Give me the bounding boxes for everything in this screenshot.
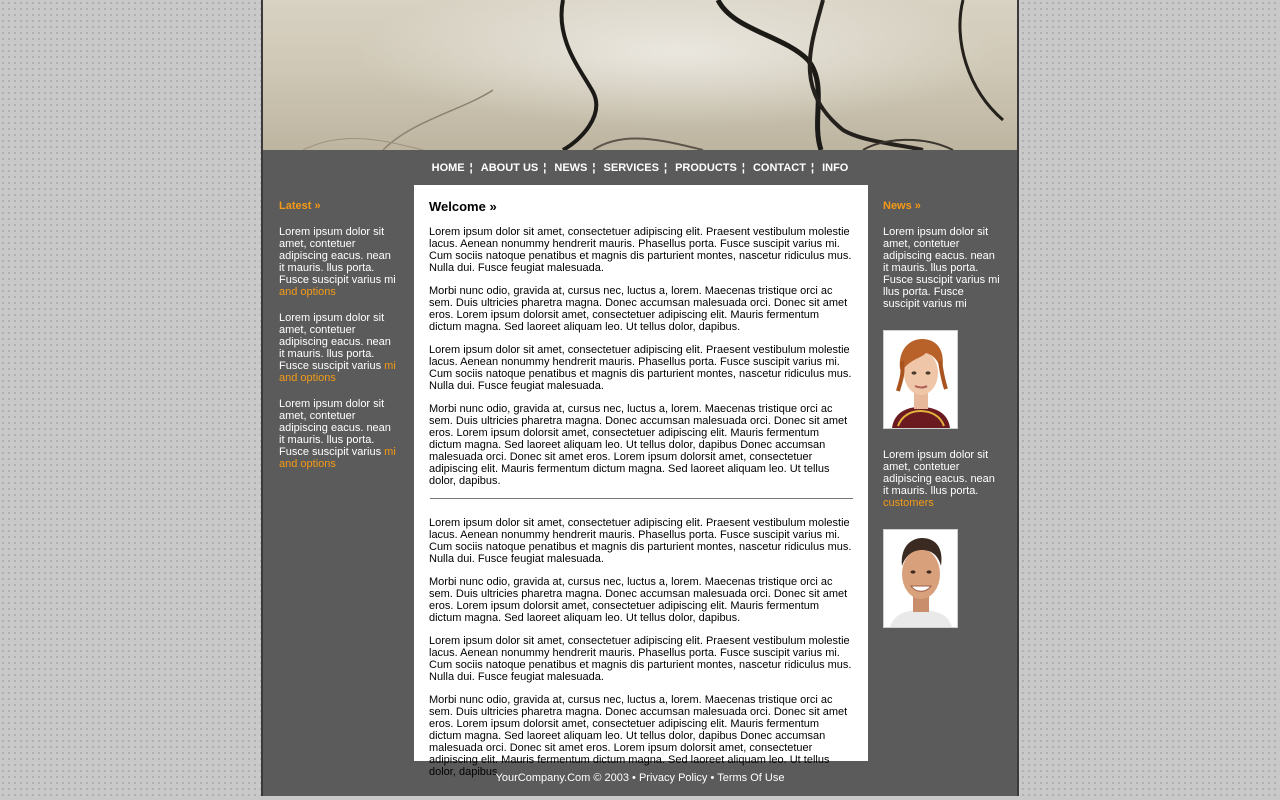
nav-separator: ¦ [741,162,745,174]
latest-item-link[interactable]: and options [279,286,336,298]
footer-copyright: YourCompany.Com © 2003 • [495,772,636,784]
latest-item-link[interactable]: mi and options [279,446,396,470]
footer-bullet: • [710,772,715,784]
latest-item [279,398,399,470]
main-nav [263,150,1017,186]
nav-products[interactable]: PRODUCTS [675,162,737,174]
nav-about-us[interactable]: ABOUT US [480,162,539,174]
news-heading: News » [883,200,921,212]
customers-link[interactable]: customers [883,497,934,509]
body-paragraph: Morbi nunc odio, gravida at, cursus nec, luctus a, lorem. Maecenas tristique orci ac sem. Duis ultricies pharetra magna. Donec accumsan malesuada orci. Donec sit amet eros. Lorem ipsum dolorsit amet, consectetuer adipiscing elit. Mauris fermentum dictum magna. Sed laoreet aliquam leo. Ut tellus dolor, dapibus Donec accumsan malesuada orci. Donec sit amet eros. Lorem ipsum dolorsit amet, consectetuer adipiscing elit. Mauris fermentum dictum magna. Sed laoreet aliquam leo. Ut tellus dolor, dapibus. [429,403,848,487]
nav-separator: ¦ [543,162,547,174]
body-paragraph: Morbi nunc odio, gravida at, cursus nec, luctus a, lorem. Maecenas tristique orci ac sem. Duis ultricies pharetra magna. Donec accumsan malesuada orci. Donec sit amet eros. Lorem ipsum dolorsit amet, consectetuer adipiscing elit. Mauris fermentum dictum magna. Sed laoreet aliquam leo. Ut tellus dolor, dapibus. [429,285,848,333]
right-sidebar [883,200,1003,648]
latest-item [279,312,399,384]
nav-separator: ¦ [469,162,473,174]
news-item-text: Lorem ipsum dolor sit amet, contetuer adipiscing eacus. nean it mauris. llus porta. [883,449,995,497]
latest-item [279,226,399,298]
header-banner [263,0,1017,150]
nav-contact[interactable]: CONTACT [752,162,806,174]
body-paragraph: Morbi nunc odio, gravida at, cursus nec, luctus a, lorem. Maecenas tristique orci ac sem. Duis ultricies pharetra magna. Donec accumsan malesuada orci. Donec sit amet eros. Lorem ipsum dolorsit amet, consectetuer adipiscing elit. Mauris fermentum dictum magna. Sed laoreet aliquam leo. Ut tellus dolor, dapibus Donec accumsan malesuada orci. Donec sit amet eros. Lorem ipsum dolorsit amet, consectetuer adipiscing elit. Mauris fermentum dictum magna. Sed laoreet aliquam leo. Ut tellus dolor, dapibus [429,694,848,778]
latest-item-link[interactable]: mi and options [279,360,396,384]
page-title: Welcome » [429,199,497,214]
latest-item-text: Lorem ipsum dolor sit amet, contetuer adipiscing eacus. nean it mauris. llus porta. Fusce suscipit varius [279,398,391,458]
body-paragraph: Morbi nunc odio, gravida at, cursus nec, luctus a, lorem. Maecenas tristique orci ac sem. Duis ultricies pharetra magna. Donec accumsan malesuada orci. Donec sit amet eros. Lorem ipsum dolorsit amet, consectetuer adipiscing elit. Mauris fermentum dictum magna. Sed laoreet aliquam leo. Ut tellus dolor, dapibus. [429,576,848,624]
terms-of-use-link[interactable]: Terms Of Use [717,772,785,784]
nav-separator: ¦ [810,162,815,174]
content-divider [430,498,853,499]
latest-item-text: Lorem ipsum dolor sit amet, contetuer adipiscing eacus. nean it mauris. llus porta. Fusce suscipit varius [279,312,391,372]
news-item [883,449,1003,509]
person-photo-woman [883,330,958,429]
footer [263,772,1017,784]
left-sidebar [279,200,399,484]
banner-image [263,0,1017,150]
latest-heading: Latest » [279,200,321,212]
privacy-policy-link[interactable]: Privacy Policy [638,772,708,784]
body-paragraph: Lorem ipsum dolor sit amet, consectetuer adipiscing elit. Praesent vestibulum molestie lacus. Aenean nonummy hendrerit mauris. Phasellus porta. Fusce suscipit varius mi. Cum sociis natoque penatibus et magnis dis parturient montes, nascetur ridiculus mus. Nulla dui. Fusce feugiat malesuada. [429,517,852,565]
nav-separator: ¦ [663,162,668,174]
nav-services[interactable]: SERVICES [603,162,659,174]
body-paragraph: Lorem ipsum dolor sit amet, consectetuer adipiscing elit. Praesent vestibulum molestie lacus. Aenean nonummy hendrerit mauris. Phasellus porta. Fusce suscipit varius mi. Cum sociis natoque penatibus et magnis dis parturient montes, nascetur ridiculus mus. Nulla dui. Fusce feugiat malesuada. [429,635,852,683]
nav-separator: ¦ [592,162,596,174]
page-frame [261,0,1019,796]
latest-item-text: Lorem ipsum dolor sit amet, contetuer adipiscing eacus. nean it mauris. llus porta. Fusce suscipit varius mi [279,226,396,286]
person-photo-man [883,529,958,628]
nav-home[interactable]: HOME [431,162,465,174]
body-paragraph: Lorem ipsum dolor sit amet, consectetuer adipiscing elit. Praesent vestibulum molestie lacus. Aenean nonummy hendrerit mauris. Phasellus porta. Fusce suscipit varius mi. Cum sociis natoque penatibus et magnis dis parturient montes, nascetur ridiculus mus. Nulla dui. Fusce feugiat malesuada. [429,226,852,274]
nav-info[interactable]: INFO [822,162,849,174]
news-item-text: Lorem ipsum dolor sit amet, contetuer adipiscing eacus. nean it mauris. llus porta. Fusce suscipit varius mi llus porta. Fusce suscipit varius mi [883,226,1000,310]
body-paragraph: Lorem ipsum dolor sit amet, consectetuer adipiscing elit. Praesent vestibulum molestie lacus. Aenean nonummy hendrerit mauris. Phasellus porta. Fusce suscipit varius mi. Cum sociis natoque penatibus et magnis dis parturient montes, nascetur ridiculus mus. Nulla dui. Fusce feugiat malesuada. [429,344,852,392]
nav-news[interactable]: NEWS [554,162,588,174]
